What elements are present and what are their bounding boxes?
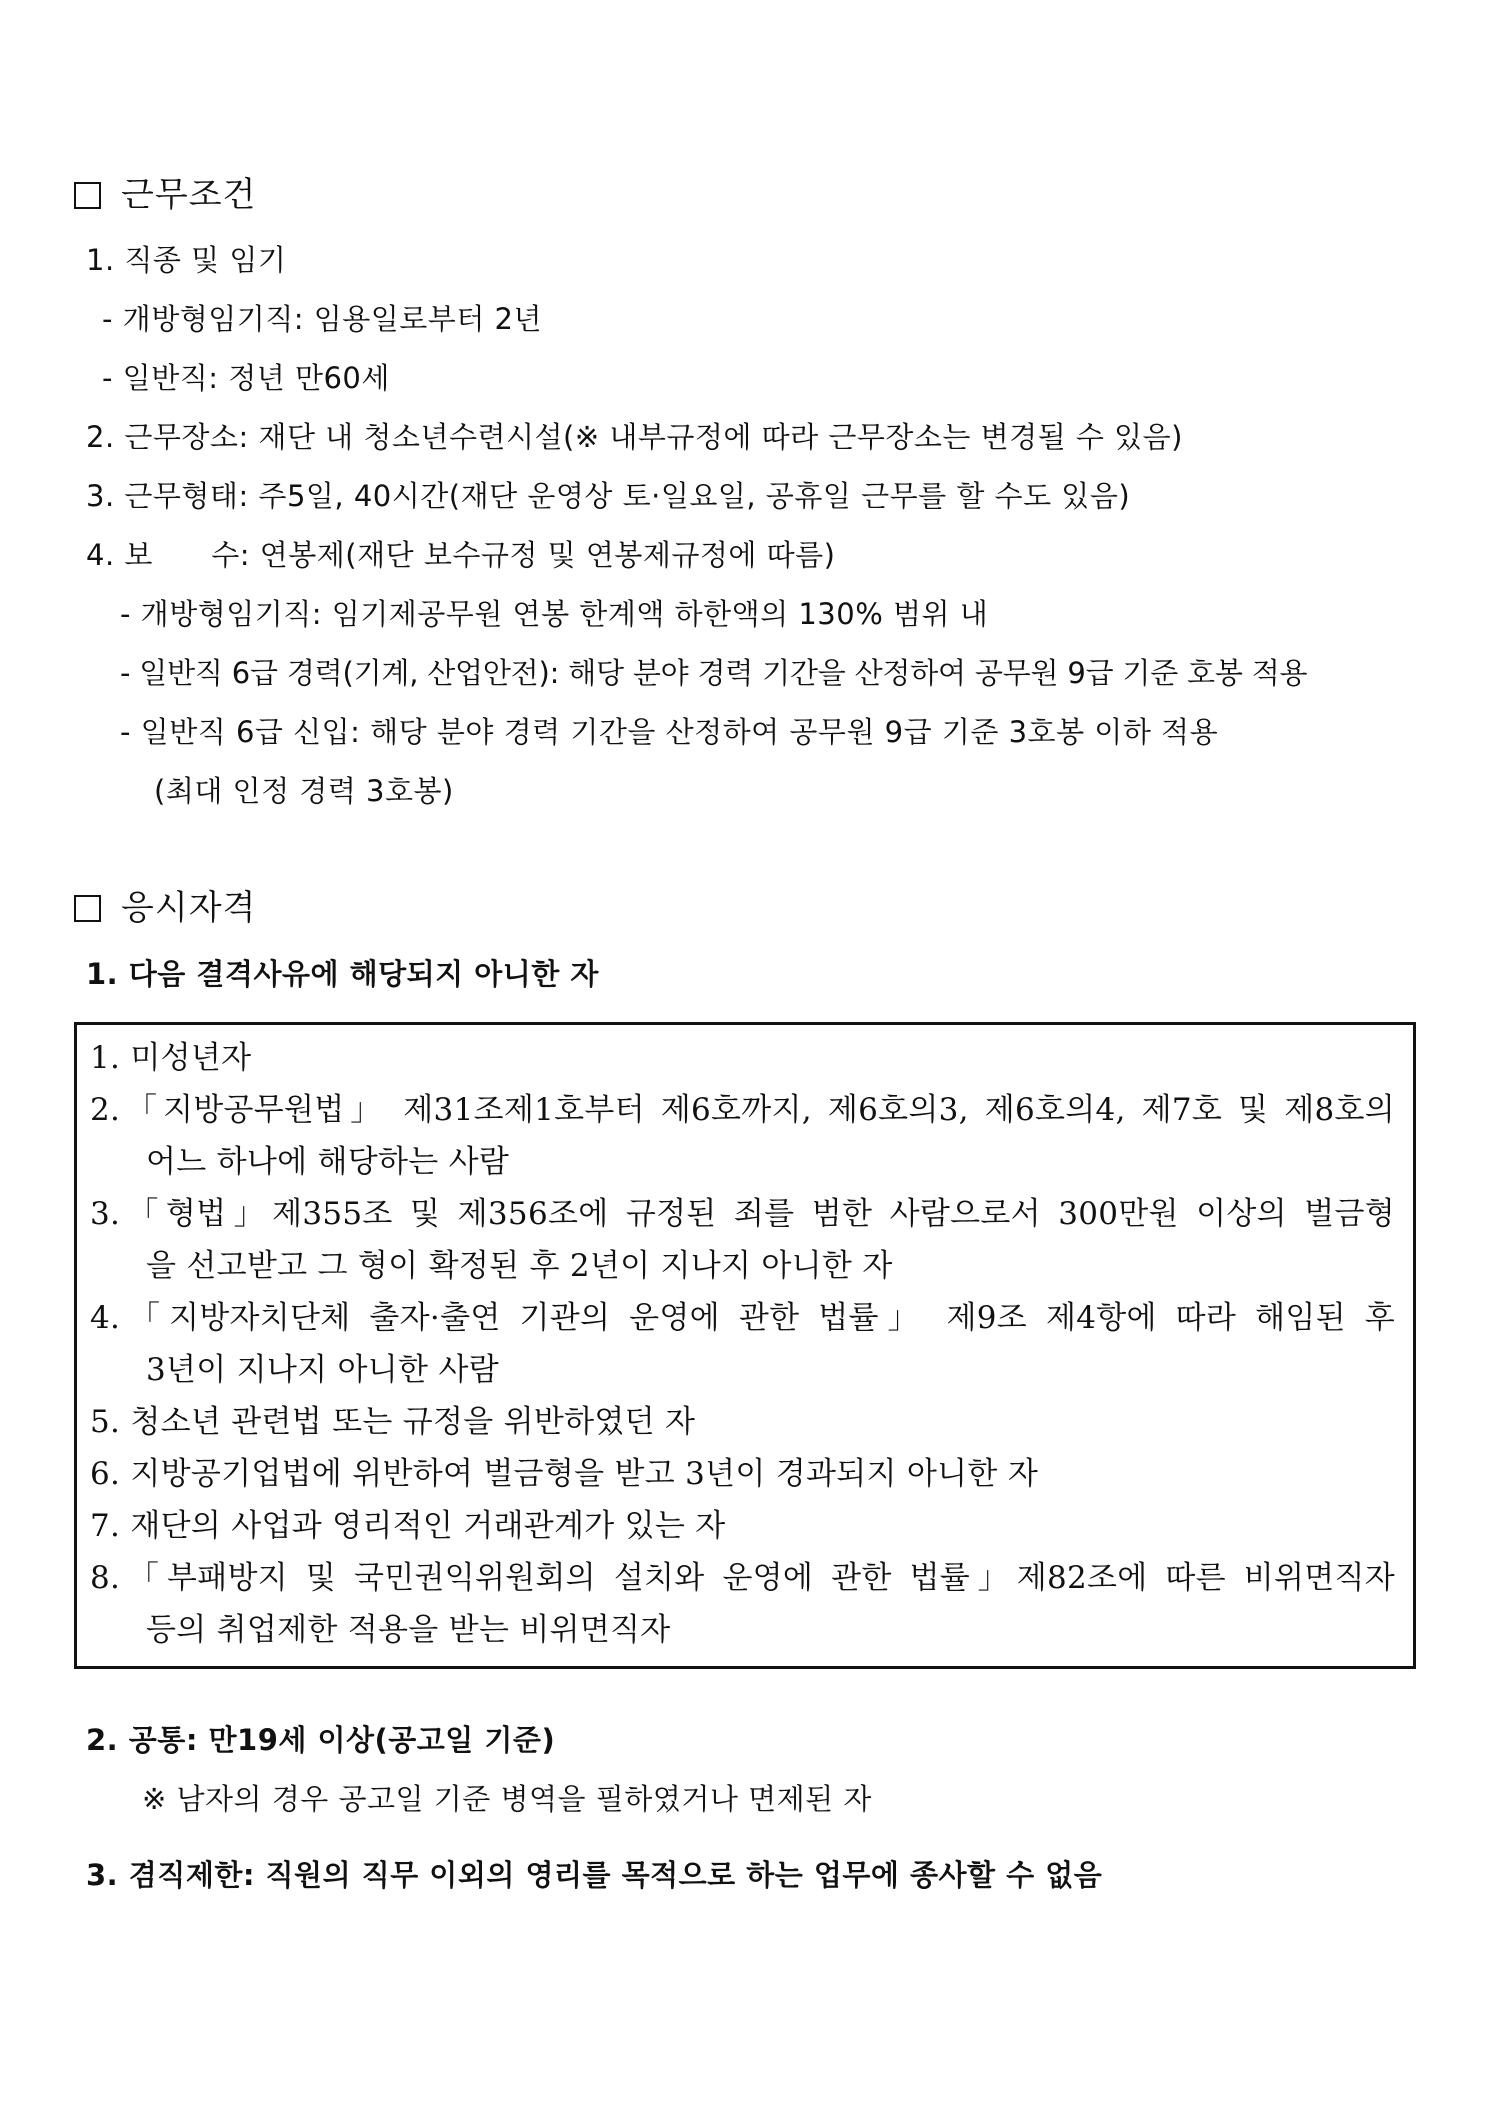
list-item: 8.「부패방지 및 국민권익위원회의 설치와 운영에 관한 법률」제82조에 따른 비위면직자 <box>90 1560 1395 1596</box>
list-item: 6. 지방공기업법에 위반하여 벌금형을 받고 3년이 경과되지 아니한 자 <box>90 1456 1039 1492</box>
subitem-general: - 일반직: 정년 만60세 <box>102 361 390 395</box>
list-item: 3년이 지나지 아니한 사람 <box>146 1352 499 1388</box>
section-title: 응시자격 <box>121 888 257 928</box>
subitem-salary-new-note: (최대 인정 경력 3호봉) <box>154 774 454 808</box>
subitem-salary-open-term: - 개방형임기직: 임기제공무원 연봉 한계액 하한액의 130% 범위 내 <box>120 597 989 631</box>
list-item: 7. 재단의 사업과 영리적인 거래관계가 있는 자 <box>90 1508 726 1544</box>
list-item: 1. 미성년자 <box>90 1040 252 1076</box>
subitem-salary-new: - 일반직 6급 신입: 해당 분야 경력 기간을 산정하여 공무원 9급 기준 3호봉 이하 적용 <box>120 715 1219 749</box>
note-military: ※ 남자의 경우 공고일 기준 병역을 필하였거나 면제된 자 <box>142 1782 872 1816</box>
list-item: 3.「형법」제355조 및 제356조에 규정된 죄를 범한 사람으로서 300만원 이상의 벌금형 <box>90 1196 1395 1232</box>
checkbox-icon <box>74 182 101 209</box>
list-item: 2.「지방공무원법」 제31조제1호부터 제6호까지, 제6호의3, 제6호의4, 제7호 및 제8호의 <box>90 1092 1395 1128</box>
list-item: 4.「지방자치단체 출자·출연 기관의 운영에 관한 법률」 제9조 제4항에 따라 해임된 후 <box>90 1300 1395 1336</box>
item-workplace: 2. 근무장소: 재단 내 청소년수련시설(※ 내부규정에 따라 근무장소는 변경될 수 있음) <box>86 420 1183 454</box>
list-item: 을 선고받고 그 형이 확정된 후 2년이 지나지 아니한 자 <box>146 1248 893 1284</box>
section-heading-qualifications <box>74 888 256 928</box>
list-item: 등의 취업제한 적용을 받는 비위면직자 <box>146 1612 671 1648</box>
section-title: 근무조건 <box>121 175 257 215</box>
item-dual-employment: 3. 겸직제한: 직원의 직무 이외의 영리를 목적으로 하는 업무에 종사할 수 없음 <box>86 1858 1103 1892</box>
list-item: 5. 청소년 관련법 또는 규정을 위반하였던 자 <box>90 1404 696 1440</box>
subitem-salary-experienced: - 일반직 6급 경력(기계, 산업안전): 해당 분야 경력 기간을 산정하여 공무원 9급 기준 호봉 적용 <box>120 656 1308 690</box>
section-heading-work-conditions <box>74 175 256 215</box>
checkbox-icon <box>74 895 101 922</box>
list-item: 어느 하나에 해당하는 사람 <box>146 1144 510 1180</box>
item-job-type-term: 1. 직종 및 임기 <box>86 243 287 277</box>
item-disqualification-heading: 1. 다음 결격사유에 해당되지 아니한 자 <box>86 957 599 991</box>
item-salary: 4. 보 수: 연봉제(재단 보수규정 및 연봉제규정에 따름) <box>86 538 836 572</box>
item-work-type: 3. 근무형태: 주5일, 40시간(재단 운영상 토·일요일, 공휴일 근무를 할 수도 있음) <box>86 479 1131 513</box>
item-common-age: 2. 공통: 만19세 이상(공고일 기준) <box>86 1723 556 1757</box>
subitem-open-term: - 개방형임기직: 임용일로부터 2년 <box>102 302 543 336</box>
